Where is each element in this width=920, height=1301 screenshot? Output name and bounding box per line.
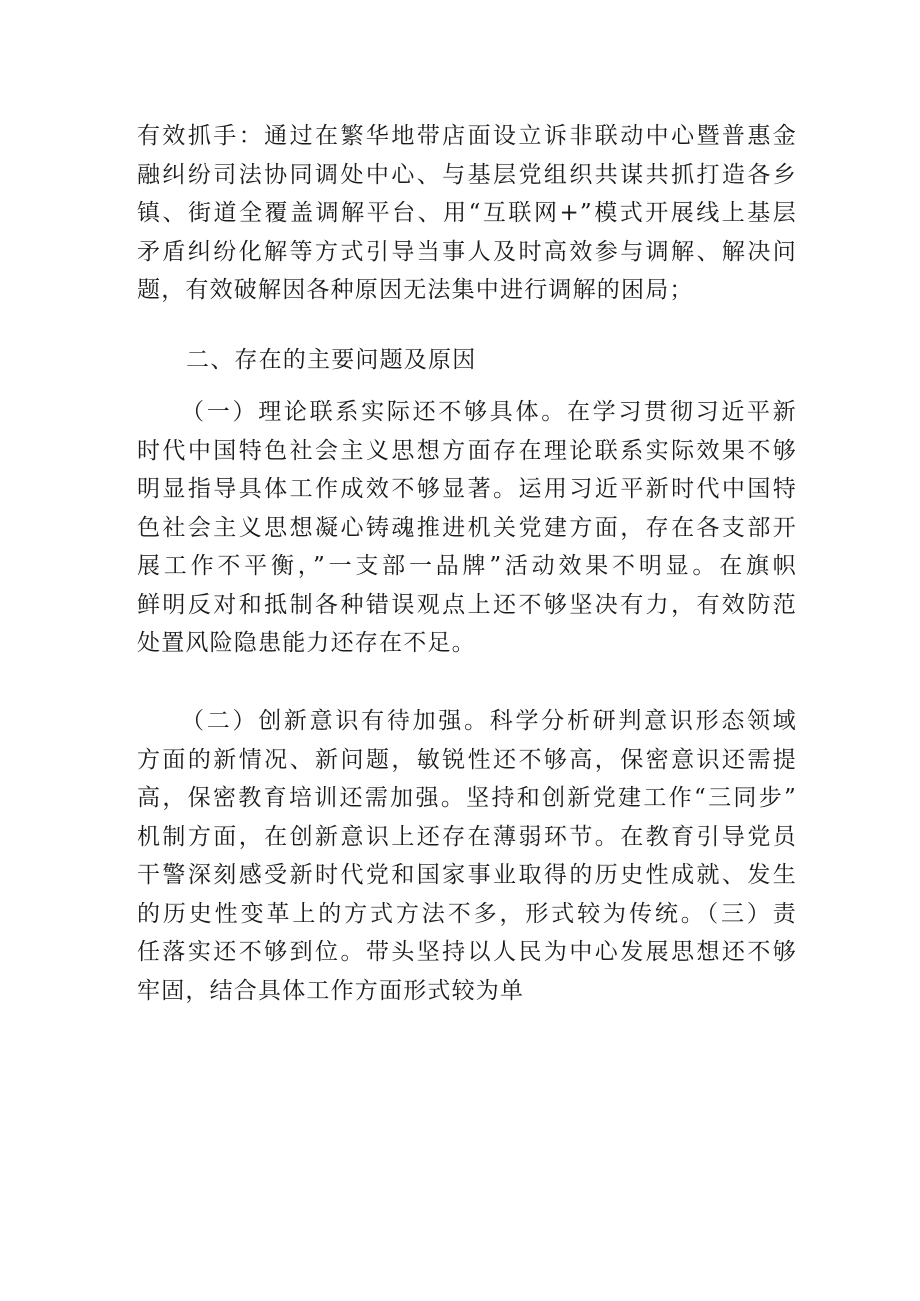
text-line: 镇、街道全覆盖调解平台、用“互联网+”模式开展线上基层 xyxy=(137,200,797,226)
text-line: 任落实还不够到位。带头坚持以人民为中心发展思想还不够 xyxy=(137,939,797,965)
text-line: 处置风险隐患能力还存在不足。 xyxy=(137,630,476,656)
paragraph-innovation-awareness xyxy=(137,702,797,1010)
text-line: 有效抓手：通过在繁华地带店面设立诉非联动中心暨普惠金 xyxy=(137,123,797,149)
text-line: 高，保密教育培训还需加强。坚持和创新党建工作“三同步” xyxy=(137,785,797,811)
section-heading xyxy=(137,341,797,380)
text-line: 牢固，结合具体工作方面形式较为单 xyxy=(137,977,525,1004)
text-line: 时代中国特色社会主义思想方面存在理论联系实际效果不够 xyxy=(137,437,797,464)
paragraph-theory-practice xyxy=(137,393,797,663)
text-line: 展工作不平衡，”一支部一品牌”活动效果不明显。在旗帜 xyxy=(137,553,797,579)
text-line: 机制方面，在创新意识上还存在薄弱环节。在教育引导党员 xyxy=(137,823,797,850)
paragraph-effective-means xyxy=(137,117,797,310)
section-heading-text: 二、存在的主要问题及原因 xyxy=(186,347,477,373)
text-line: （一）理论联系实际还不够具体。在学习贯彻习近平新 xyxy=(181,399,797,425)
text-line: 矛盾纠纷化解等方式引导当事人及时高效参与调解、解决问 xyxy=(137,238,797,265)
text-line: 明显指导具体工作成效不够显著。运用习近平新时代中国特 xyxy=(137,476,797,502)
text-line: 方面的新情况、新问题，敏锐性还不够高，保密意识还需提 xyxy=(137,746,797,773)
text-line: （二）创新意识有待加强。科学分析研判意识形态领域 xyxy=(181,708,797,734)
text-line: 题，有效破解因各种原因无法集中进行调解的困局； xyxy=(137,277,694,303)
text-line: 色社会主义思想凝心铸魂推进机关党建方面，存在各支部开 xyxy=(137,514,797,541)
text-line: 干警深刻感受新时代党和国家事业取得的历史性成就、发生 xyxy=(137,862,797,888)
text-line: 融纠纷司法协同调处中心、与基层党组织共谋共抓打造各乡 xyxy=(137,161,797,188)
text-line: 鲜明反对和抵制各种错误观点上还不够坚决有力，有效防范 xyxy=(137,591,797,618)
text-line: 的历史性变革上的方式方法不多，形式较为传统。（三）责 xyxy=(137,900,797,927)
